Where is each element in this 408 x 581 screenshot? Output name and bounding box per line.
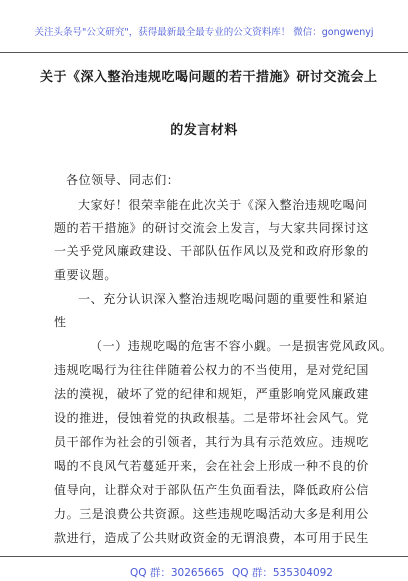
subsection-intro: （一）违规吃喝的危害不容小觑。一是损害党风政风。 — [90, 339, 393, 353]
paragraph-2-line-2: 法的漠视，破坏了党的纪律和规矩，严重影响党风廉政建 — [54, 387, 370, 401]
section-heading: 一、充分认识深入整治违规吃喝问题的重要性和紧迫 — [78, 292, 368, 306]
paragraph-2-line-8: 款进行，造成了公共财政资金的无谓浪费，本可用于民生 — [54, 531, 370, 545]
paragraph-2-line-4: 员干部作为社会的引领者，其行为具有示范效应。违规吃 — [54, 435, 370, 449]
section-heading-cont: 性 — [54, 315, 67, 329]
doc-title-line-1: 关于《深入整治违规吃喝问题的若干措施》研讨交流会上 — [40, 70, 378, 85]
paragraph-1-line-4: 重要议题。 — [54, 268, 118, 282]
paragraph-1-line-1: 大家好！很荣幸能在此次关于《深入整治违规吃喝问 — [78, 198, 368, 212]
paragraph-2-line-3: 设的推进，侵蚀着党的执政根基。二是带坏社会风气。党 — [54, 411, 370, 425]
salutation: 各位领导、同志们： — [66, 173, 180, 187]
doc-title-line-2: 的发言材料 — [170, 123, 238, 138]
footer-qq-group-1: QQ 群：30265665 — [130, 567, 225, 579]
footer-qq-group-2: QQ 群：535304092 — [232, 567, 333, 579]
page-header — [0, 0, 408, 53]
paragraph-2-line-6: 值导向，让群众对于部队伍产生负面看法，降低政府公信 — [54, 483, 370, 497]
paragraph-2-line-1: 违规吃喝行为往往伴随着公权力的不当使用，是对党纪国 — [54, 363, 370, 377]
paragraph-1-line-3: 一关乎党风廉政建设、干部队伍作风以及党和政府形象的 — [54, 244, 370, 258]
header-notice: 关注头条号"公文研究"，获得最新最全最专业的公文资料库！ 微信：gongwenyj — [34, 27, 374, 38]
paragraph-2-line-5: 喝的不良风气若蔓延开来，会在社会上形成一种不良的价 — [54, 459, 370, 473]
paragraph-2-line-7: 力。三是浪费公共资源。这些违规吃喝活动大多是利用公 — [54, 507, 370, 521]
paragraph-1-line-2: 题的若干措施》的研讨交流会上发言，与大家共同探讨这 — [54, 221, 370, 235]
